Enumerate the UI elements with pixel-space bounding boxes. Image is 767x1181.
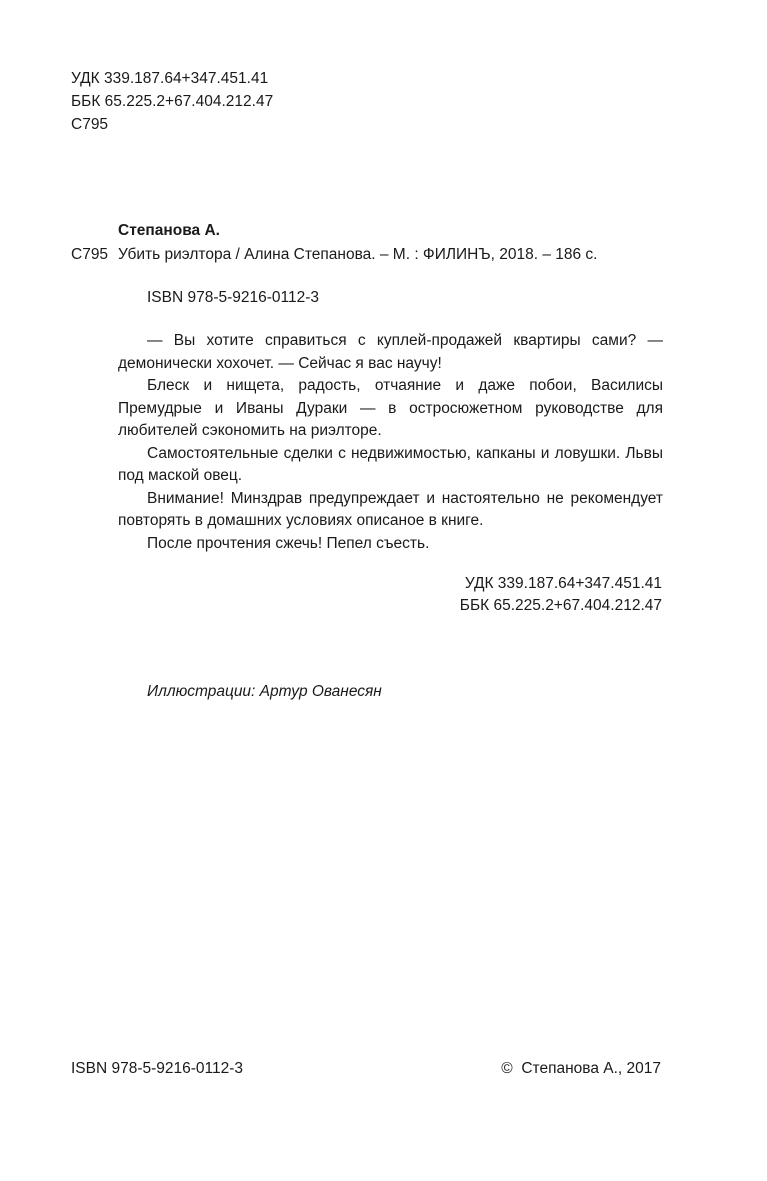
annotation-paragraph: Блеск и нищета, радость, отчаяние и даже побои, Василисы Премудрые и Иваны Дураки — в остросюжетном руководстве для любителей сэкономить на риэлторе. <box>118 377 663 439</box>
classification-block <box>71 67 273 136</box>
card-author-mark: С795 <box>71 246 109 263</box>
annotation-paragraph: — Вы хотите справиться с куплей-продажей квартиры сами? — демонически хохочет. — Сейчас я вас научу! <box>118 332 663 372</box>
card-author: Степанова А. <box>118 222 220 239</box>
author-mark: С795 <box>71 116 109 133</box>
footer-isbn: ISBN 978-5-9216-0112-3 <box>71 1060 244 1077</box>
bbk-code: ББК 65.225.2+67.404.212.47 <box>71 93 274 110</box>
right-classification-block <box>460 573 662 617</box>
right-udk-code: УДК 339.187.64+347.451.41 <box>464 575 662 592</box>
annotation-paragraph: Самостоятельные сделки с недвижимостью, капканы и ловушки. Львы под маской овец. <box>118 444 663 484</box>
annotation-paragraph: Внимание! Минздрав предупреждает и настоятельно не рекомендует повторять в домашних условиях описаное в книге. <box>118 489 663 529</box>
footer-copyright: © Степанова А., 2017 <box>501 1060 661 1077</box>
udk-code: УДК 339.187.64+347.451.41 <box>71 70 269 87</box>
card-isbn: ISBN 978-5-9216-0112-3 <box>147 289 320 306</box>
card-description: Убить риэлтора / Алина Степанова. – М. : ФИЛИНЪ, 2018. – 186 с. <box>118 246 598 263</box>
annotation-paragraph: После прочтения сжечь! Пепел съесть. <box>147 534 430 552</box>
right-bbk-code: ББК 65.225.2+67.404.212.47 <box>459 597 662 614</box>
illustrations-credit: Иллюстрации: Артур Ованесян <box>147 683 382 700</box>
annotation <box>118 330 663 555</box>
